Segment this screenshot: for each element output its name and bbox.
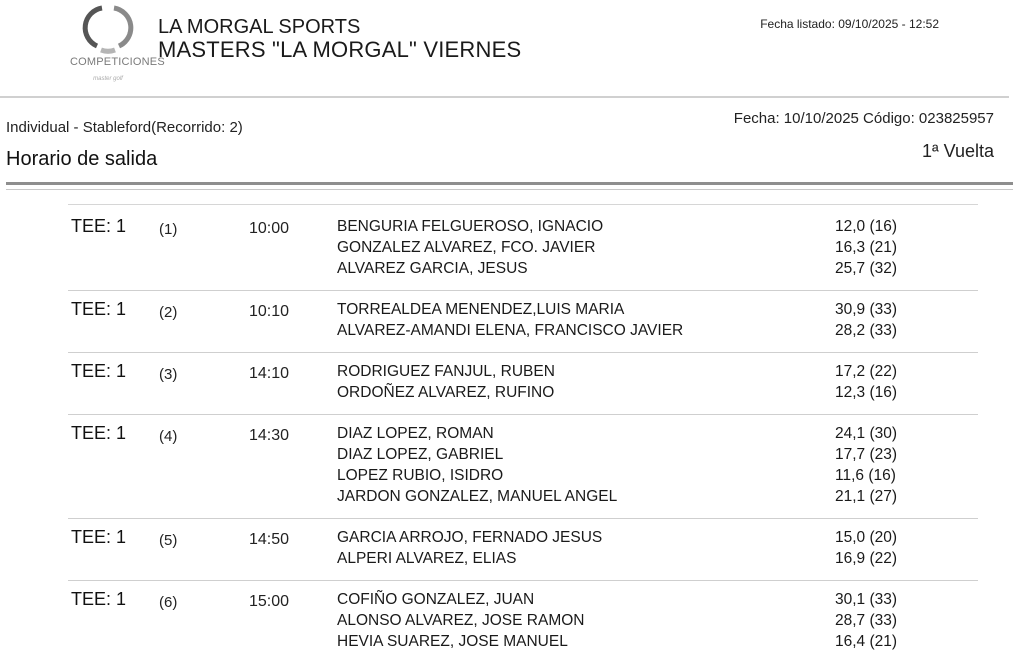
logo-subtext: master golf xyxy=(93,76,123,82)
player-row xyxy=(337,446,977,467)
group-number: (2) xyxy=(159,304,178,321)
player-handicap: 28,7 (33) xyxy=(835,612,898,629)
player-handicap: 17,7 (23) xyxy=(835,446,898,463)
tee-label: TEE: 1 xyxy=(71,589,127,609)
player-handicap: 12,0 (16) xyxy=(835,218,898,235)
group-number: (5) xyxy=(159,532,178,549)
tee-time: 14:30 xyxy=(249,427,290,444)
table-top-divider xyxy=(68,204,978,205)
player-row xyxy=(337,218,977,239)
player-handicap: 16,4 (21) xyxy=(835,633,898,650)
player-name: ALVAREZ-AMANDI ELENA, FRANCISCO JAVIER xyxy=(337,322,684,339)
player-row xyxy=(337,529,977,550)
player-handicap: 11,6 (16) xyxy=(835,467,896,484)
organization-name: LA MORGAL SPORTS xyxy=(158,16,361,38)
player-name: TORREALDEA MENENDEZ,LUIS MARIA xyxy=(337,301,625,318)
player-handicap: 30,1 (33) xyxy=(835,591,898,608)
player-handicap: 16,3 (21) xyxy=(835,239,898,256)
player-row xyxy=(337,301,977,322)
ring-logo-icon xyxy=(79,2,137,56)
player-list xyxy=(337,218,977,281)
player-name: ORDOÑEZ ALVAREZ, RUFINO xyxy=(337,384,555,401)
player-name: DIAZ LOPEZ, GABRIEL xyxy=(337,446,504,463)
tee-time: 10:00 xyxy=(249,220,290,237)
player-row xyxy=(337,467,977,488)
player-row xyxy=(337,239,977,260)
player-name: GARCIA ARROJO, FERNADO JESUS xyxy=(337,529,603,546)
listing-date: Fecha listado: 09/10/2025 - 12:52 xyxy=(760,17,939,31)
player-row xyxy=(337,550,977,571)
event-title: MASTERS "LA MORGAL" VIERNES xyxy=(158,37,522,62)
tee-label: TEE: 1 xyxy=(71,361,127,381)
player-row xyxy=(337,322,977,343)
sheet-title: Horario de salida xyxy=(6,148,158,170)
group-number: (3) xyxy=(159,366,178,383)
player-handicap: 30,9 (33) xyxy=(835,301,898,318)
logo-text: COMPETICIONES xyxy=(70,56,165,68)
title-divider-thin xyxy=(6,189,1013,190)
player-list xyxy=(337,529,977,571)
player-row xyxy=(337,612,977,633)
tee-group xyxy=(0,361,1023,423)
round-label: 1ª Vuelta xyxy=(921,141,994,161)
tee-label: TEE: 1 xyxy=(71,216,127,236)
player-row xyxy=(337,425,977,446)
tee-group xyxy=(0,299,1023,361)
player-row xyxy=(337,488,977,509)
date-and-code: Fecha: 10/10/2025 Código: 023825957 xyxy=(733,110,994,127)
player-name: LOPEZ RUBIO, ISIDRO xyxy=(337,467,504,484)
header-divider xyxy=(0,96,1009,98)
player-name: ALONSO ALVAREZ, JOSE RAMON xyxy=(337,612,585,629)
player-handicap: 21,1 (27) xyxy=(835,488,898,505)
tee-time-groups xyxy=(0,216,1023,672)
player-name: ALVAREZ GARCIA, JESUS xyxy=(337,260,528,277)
player-name: HEVIA SUAREZ, JOSE MANUEL xyxy=(337,633,568,650)
player-row xyxy=(337,363,977,384)
player-handicap: 17,2 (22) xyxy=(835,363,898,380)
title-divider xyxy=(6,182,1013,185)
player-name: RODRIGUEZ FANJUL, RUBEN xyxy=(337,363,555,380)
tee-time: 15:00 xyxy=(249,593,290,610)
player-handicap: 12,3 (16) xyxy=(835,384,898,401)
player-list xyxy=(337,301,977,343)
competition-logo xyxy=(70,2,165,92)
player-name: JARDON GONZALEZ, MANUEL ANGEL xyxy=(337,488,618,505)
player-handicap: 16,9 (22) xyxy=(835,550,898,567)
player-name: BENGURIA FELGUEROSO, IGNACIO xyxy=(337,218,604,235)
player-row xyxy=(337,384,977,405)
player-list xyxy=(337,591,977,654)
player-handicap: 28,2 (33) xyxy=(835,322,898,339)
tee-group xyxy=(0,216,1023,299)
group-number: (1) xyxy=(159,221,178,238)
group-divider xyxy=(68,518,978,519)
tee-group xyxy=(0,527,1023,589)
group-number: (4) xyxy=(159,428,178,445)
tee-group xyxy=(0,589,1023,672)
player-name: ALPERI ALVAREZ, ELIAS xyxy=(337,550,517,567)
group-divider xyxy=(68,580,978,581)
tee-label: TEE: 1 xyxy=(71,527,127,547)
tee-time: 14:10 xyxy=(249,365,290,382)
player-handicap: 25,7 (32) xyxy=(835,260,898,277)
tee-time: 10:10 xyxy=(249,303,290,320)
player-row xyxy=(337,633,977,654)
player-name: COFIÑO GONZALEZ, JUAN xyxy=(337,591,535,608)
group-divider xyxy=(68,352,978,353)
tee-label: TEE: 1 xyxy=(71,299,127,319)
player-handicap: 15,0 (20) xyxy=(835,529,898,546)
group-divider xyxy=(68,414,978,415)
player-handicap: 24,1 (30) xyxy=(835,425,898,442)
competition-mode: Individual - Stableford(Recorrido: 2) xyxy=(6,119,243,136)
tee-group xyxy=(0,423,1023,527)
group-number: (6) xyxy=(159,594,178,611)
player-list xyxy=(337,363,977,405)
player-row xyxy=(337,260,977,281)
tee-label: TEE: 1 xyxy=(71,423,127,443)
player-name: GONZALEZ ALVAREZ, FCO. JAVIER xyxy=(337,239,596,256)
player-row xyxy=(337,591,977,612)
player-list xyxy=(337,425,977,509)
tee-time: 14:50 xyxy=(249,531,290,548)
player-name: DIAZ LOPEZ, ROMAN xyxy=(337,425,494,442)
group-divider xyxy=(68,290,978,291)
